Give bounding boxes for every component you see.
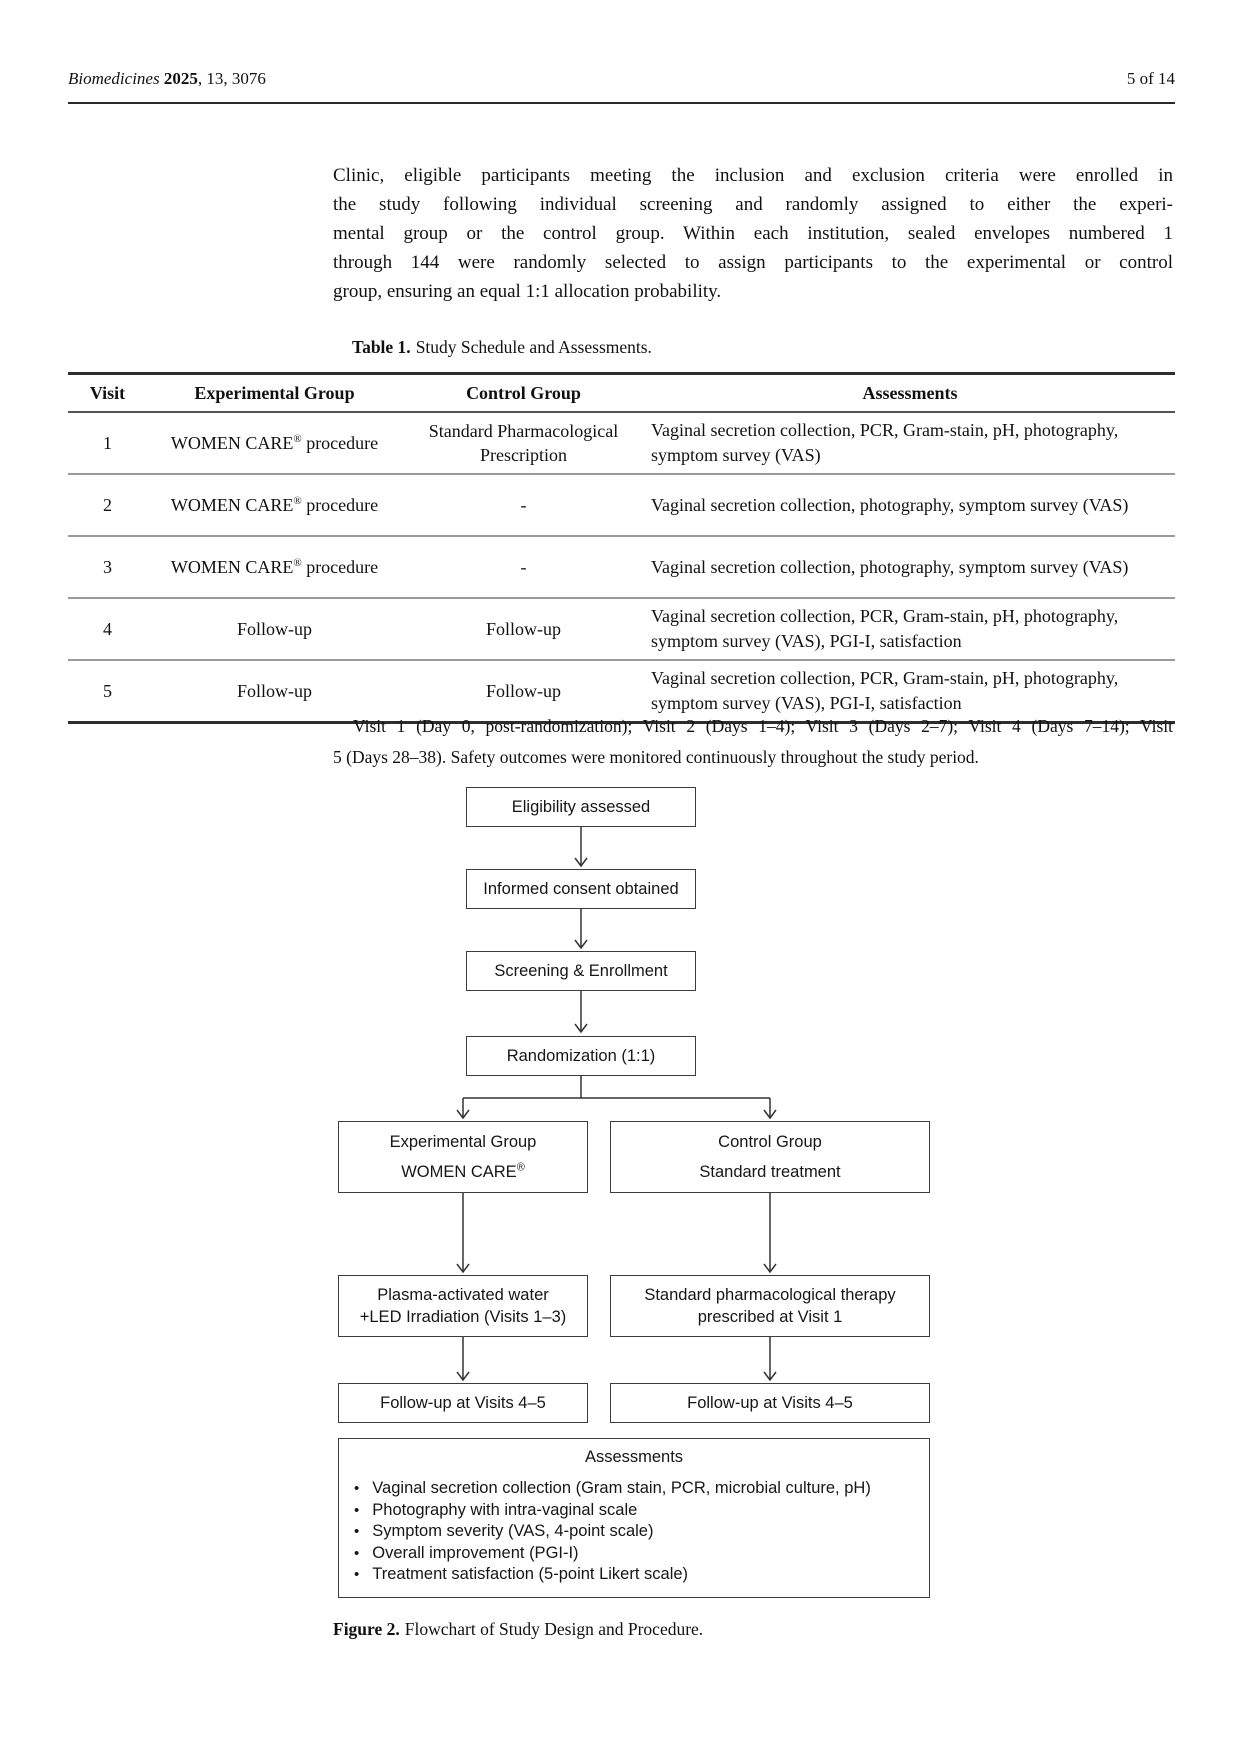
assessment-item: • Symptom severity (VAS, 4-point scale) [339, 1521, 929, 1543]
cell-visit: 2 [103, 494, 112, 515]
col-header-experimental: Experimental Group [194, 382, 355, 403]
paragraph-line: mental group or the control group. Within each institution, sealed envelopes numbered 1 [333, 223, 1173, 244]
control-group-treatment: Standard treatment [699, 1163, 841, 1181]
flow-box-randomization: Randomization (1:1) [466, 1036, 696, 1076]
cell-experimental-text: WOMEN CARE [170, 494, 294, 515]
cell-assessments: Vaginal secretion collection, photography, symptom survey (VAS) [651, 556, 1129, 577]
cell-visit: 4 [103, 618, 112, 639]
table-row [68, 535, 1175, 597]
table-caption [352, 337, 652, 358]
registered-mark: ® [516, 1161, 525, 1174]
assessment-item: • Treatment satisfaction (5-point Likert scale) [339, 1564, 929, 1586]
assessment-item: • Overall improvement (PGI-I) [339, 1543, 929, 1565]
flow-box-followup-left: Follow-up at Visits 4–5 [338, 1383, 588, 1423]
cell-assessments: Vaginal secretion collection, PCR, Gram-stain, pH, photography, symptom survey (VAS) [651, 420, 1119, 465]
cell-experimental-text: Follow-up [236, 680, 312, 701]
flow-box-consent: Informed consent obtained [466, 869, 696, 909]
table-row [68, 473, 1175, 535]
flow-box-control-treatment [610, 1275, 930, 1337]
cell-control: - [520, 495, 527, 515]
flow-box-experimental-group [338, 1121, 588, 1193]
cell-experimental [147, 495, 402, 516]
col-header-assessments: Assessments [862, 382, 958, 403]
cell-experimental-text: WOMEN CARE [170, 556, 294, 577]
cell-control: - [520, 557, 527, 577]
cell-control: Follow-up [485, 681, 561, 701]
control-treatment-line2: prescribed at Visit 1 [697, 1308, 843, 1326]
figure-caption-label: Figure 2. [333, 1619, 400, 1639]
cell-experimental-rest: procedure [301, 494, 379, 515]
journal-citation [68, 69, 266, 89]
registered-mark: ® [293, 432, 302, 445]
experimental-treatment-line2: +LED Irradiation (Visits 1–3) [359, 1308, 567, 1326]
cell-experimental [147, 619, 402, 640]
cell-visit: 3 [103, 556, 112, 577]
cell-experimental [147, 681, 402, 702]
header-rule [68, 102, 1175, 104]
cell-visit: 1 [103, 432, 112, 453]
journal-year: 2025 [163, 69, 198, 88]
control-group-title: Control Group [718, 1133, 822, 1151]
experimental-group-title: Experimental Group [389, 1133, 537, 1151]
flow-box-followup-right: Follow-up at Visits 4–5 [610, 1383, 930, 1423]
table-caption-text: Study Schedule and Assessments. [415, 337, 652, 357]
assessments-list [339, 1478, 929, 1586]
experimental-group-device [401, 1162, 525, 1182]
device-name: WOMEN CARE [401, 1163, 517, 1181]
flow-box-control-group [610, 1121, 930, 1193]
flow-box-assessments [338, 1438, 930, 1598]
cell-visit: 5 [103, 680, 112, 701]
table-caption-label: Table 1. [352, 337, 411, 357]
cell-assessments: Vaginal secretion collection, photography, symptom survey (VAS) [651, 494, 1129, 515]
paragraph-line: the study following individual screening and randomly assigned to either the experi- [333, 194, 1173, 215]
control-treatment-line1: Standard pharmacological therapy [644, 1286, 896, 1304]
col-header-visit: Visit [89, 382, 126, 403]
paragraph-line: group, ensuring an equal 1:1 allocation probability. [333, 281, 722, 302]
registered-mark: ® [293, 494, 302, 507]
paragraph-line: through 144 were randomly selected to assign participants to the experimental or control [333, 252, 1173, 273]
cell-experimental-rest: procedure [301, 432, 379, 453]
assessment-item: • Photography with intra-vaginal scale [339, 1500, 929, 1522]
page-number: 5 of 14 [1126, 69, 1175, 88]
table-header-row [68, 375, 1175, 411]
body-paragraph [333, 161, 1173, 306]
flow-box-eligibility: Eligibility assessed [466, 787, 696, 827]
assessments-title: Assessments [584, 1448, 684, 1466]
cell-experimental-text: Follow-up [236, 618, 312, 639]
cell-experimental [147, 557, 402, 578]
paragraph-line: Clinic, eligible participants meeting the inclusion and exclusion criteria were enrolled in [333, 165, 1173, 186]
study-schedule-table [68, 372, 1175, 724]
flow-box-screening: Screening & Enrollment [466, 951, 696, 991]
cell-assessments: Vaginal secretion collection, PCR, Gram-stain, pH, photography, symptom survey (VAS), PGI-I, satisfaction [651, 606, 1119, 651]
cell-experimental-rest: procedure [301, 556, 379, 577]
table-row [68, 597, 1175, 659]
col-header-control: Control Group [466, 383, 581, 403]
cell-experimental [147, 433, 402, 454]
experimental-treatment-line1: Plasma-activated water [377, 1286, 549, 1304]
running-head [68, 69, 1175, 89]
cell-assessments: Vaginal secretion collection, PCR, Gram-stain, pH, photography, symptom survey (VAS), PGI-I, satisfaction [651, 668, 1119, 713]
table-row [68, 411, 1175, 473]
figure-caption-text: Flowchart of Study Design and Procedure. [404, 1619, 704, 1639]
footnote-line: Visit 1 (Day 0, post-randomization); Visit 2 (Days 1–4); Visit 3 (Days 2–7); Visit 4 (Days 7–14); Visit [353, 716, 1173, 736]
footnote-line: 5 (Days 28–38). Safety outcomes were monitored continuously throughout the study period. [333, 747, 979, 767]
journal-citation-rest: , 13, 3076 [197, 69, 266, 88]
cell-control: Follow-up [485, 619, 561, 639]
study-flowchart [0, 780, 1241, 1640]
cell-control: Standard Pharmacological Prescription [428, 421, 619, 465]
table-footnote [333, 711, 1173, 773]
figure-caption [333, 1619, 703, 1640]
assessment-item: • Vaginal secretion collection (Gram stain, PCR, microbial culture, pH) [339, 1478, 929, 1500]
cell-experimental-text: WOMEN CARE [170, 432, 294, 453]
journal-name: Biomedicines [68, 69, 160, 88]
registered-mark: ® [293, 556, 302, 569]
flow-box-experimental-treatment [338, 1275, 588, 1337]
